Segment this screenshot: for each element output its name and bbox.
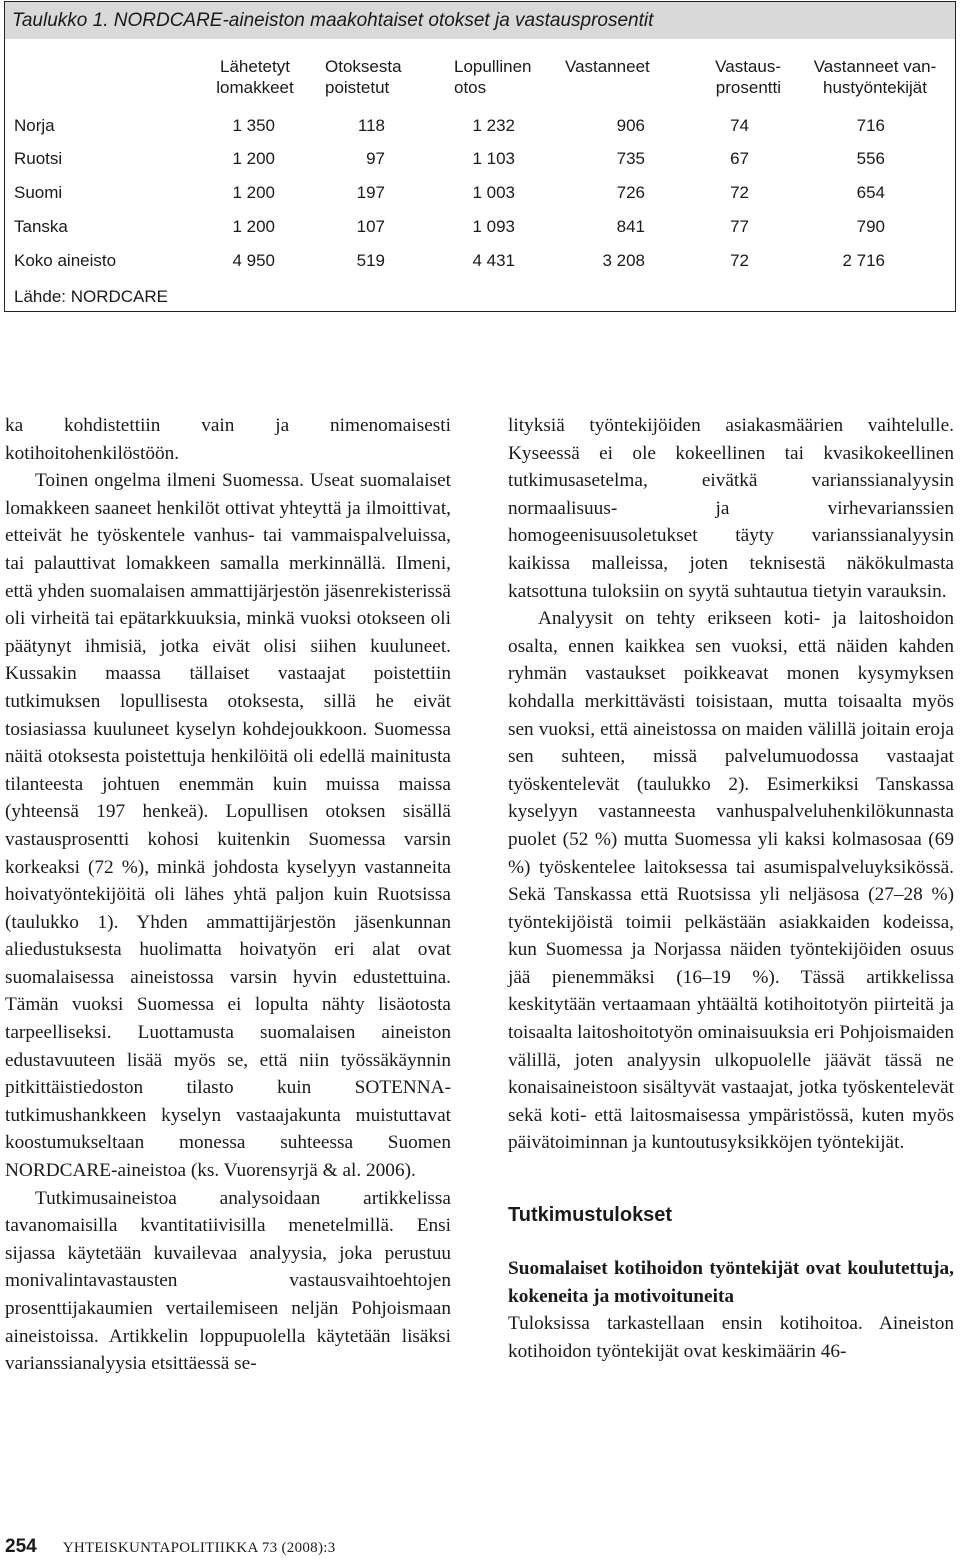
table-cell: 735 [616, 149, 645, 168]
subsection-heading: Suomalaiset kotihoidon työntekijät ovat koulutettuja, kokeneita ja motivoituneita [508, 1258, 954, 1307]
body-column-right [508, 412, 954, 1365]
table-cell: 2 716 [842, 251, 885, 270]
paragraph: ka kohdistettiin vain ja nimenomaisesti kotihoitohenkilöstöön. [5, 415, 451, 464]
table-cell: 726 [616, 183, 645, 202]
table-cell: 1 103 [472, 149, 515, 168]
row-label: Tanska [14, 217, 68, 236]
body-column-left [5, 412, 451, 1378]
table-cell: 67 [730, 149, 749, 168]
table-cell: 4 431 [472, 251, 515, 270]
table-cell: 3 208 [602, 251, 645, 270]
table-cell: 1 200 [232, 183, 275, 202]
table-caption: Taulukko 1. NORDCARE-aineiston maakohtaiset otokset ja vastausprosentit [5, 2, 955, 39]
table-cell: 906 [616, 116, 645, 135]
table-cell: 841 [616, 217, 645, 236]
table-cell: 1 350 [232, 116, 275, 135]
row-label: Koko aineisto [14, 251, 117, 270]
table-cell: 1 093 [472, 217, 515, 236]
table-cell: 1 003 [472, 183, 515, 202]
header-vastanneet: Vastanneet [565, 57, 650, 76]
paragraph: Tuloksissa tarkastellaan ensin kotihoitoa. Aineiston kotihoidon työntekijät ovat keskimäärin 46- [508, 1313, 954, 1362]
table-cell: 556 [856, 149, 885, 168]
paragraph: Analyysit on tehty erikseen koti- ja laitoshoidon osalta, ennen kaikkea sen vuoksi, että näiden kahden ryhmän vastaukset poikkeavat monen kysymyksen kohdalla merkittävästi toisistaan, mutta toisaalta myös sen vuoksi, että aineistossa on maiden välillä joitain eroja sen suhteen, missä palvelumuodossa vastaajat työskentelevät (taulukko 2). Esimerkiksi Tanskassa kyselyyn vastanneesta vanhuspalveluhenkilökunnasta puolet (52 %) mutta Suomessa yli kaksi kolmasosaa (69 %) työskentelee laitoksessa tai asumispalveluyksikössä. Sekä Tanskassa että Ruotsissa yli neljäsosa (27–28 %) työntekijöistä toimii pelkästään asiakkaiden kodeissa, kun Suomessa ja Norjassa näiden työntekijöiden osuus jää pienemmäksi (16–19 %). Tässä artikkelissa keskitytään vertaamaan yhtäältä kotihoitotyön piirteitä ja toisaalta laitoshoitotyön ominaisuuksia eri Pohjoismaiden välillä, joten analyysin ulkopuolelle jäävät tässä ne konaisaineistoon sisältyvät vastaajat, jotka työskentelevät sekä koti- että laitosmaisessa ympäristössä, kuten myös päivätoiminnan ja kuntoutusyksikköjen työntekijät. [508, 608, 954, 1154]
table-cell: 97 [366, 149, 385, 168]
table-cell: 654 [856, 183, 885, 202]
header-lopullinen-otos: Lopullinen otos [454, 57, 532, 97]
table-cell: 1 200 [232, 149, 275, 168]
table-cell: 72 [730, 183, 749, 202]
journal-name: YHTEISKUNTAPOLITIIKKA 73 (2008):3 [62, 1540, 336, 1556]
row-label: Ruotsi [14, 149, 63, 168]
paragraph: Tutkimusaineistoa analysoidaan artikkelissa tavanomaisilla kvantitatiivisilla menetelmillä. Ensi sijassa käytetään kuvailevaa analyysia, joka perustuu monivalintavastausten vastausvaihtoehtojen prosenttijakaumien vertailemiseen neljän Pohjoismaan aineistoissa. Artikkelin loppupuolella käytetään lisäksi varianssianalyysia etsittäessä se- [5, 1187, 451, 1375]
table-cell: 74 [730, 116, 749, 135]
table-cell: 77 [730, 217, 749, 236]
paragraph: lityksiä työntekijöiden asiakasmäärien vaihtelulle. Kyseessä ei ole kokeellinen tai kvasikokeellinen tutkimusasetelma, eivätkä varianssianalyysin normaalisuus- ja virhevarianssien homogeenisuusoletukset täyty varianssianalyysin kaikissa malleissa, joten teknisestä näkökulmasta katsottuna tuloksiin on syytä suhtautua tietyin varauksin. [508, 415, 954, 602]
table-cell: 118 [357, 116, 385, 135]
table-cell: 1 200 [232, 217, 275, 236]
table-cell: 790 [856, 217, 885, 236]
header-otoksesta-poistetut: Otoksesta poistetut [325, 57, 402, 97]
table-source: Lähde: NORDCARE [14, 287, 169, 306]
row-label: Norja [14, 116, 55, 135]
table-cell: 1 232 [472, 116, 515, 135]
table-cell: 197 [356, 183, 385, 202]
page-number: 254 [5, 1536, 37, 1557]
table-cell: 107 [356, 217, 385, 236]
row-label: Suomi [14, 183, 63, 202]
table-cell: 716 [856, 116, 885, 135]
section-heading: Tutkimustulokset [508, 1204, 673, 1227]
header-lahetetyt: Lähetetyt lomakkeet [216, 57, 294, 97]
table-1 [4, 1, 956, 312]
paragraph: Toinen ongelma ilmeni Suomessa. Useat suomalaiset lomakkeen saaneet henkilöt ottivat yhteyttä ja ilmoittivat, etteivät he työskentele vanhus- tai vammaispalveluissa, tai palauttivat lomakkeen samalla merkinnällä. Ilmeni, että yhden suomalaisen ammattijärjestön jäsenrekisterissä oli virheitä tai epätarkkuuksia, minkä vuoksi otokseen oli päätynyt ihmisiä, jotka eivät olisi siihen kuuluneet. Kussakin maassa tällaiset vastaajat poistettiin tutkimuksen lopullisesta otoksesta, sillä he eivät tosiasiassa kuuluneet kyselyn kohdejoukkoon. Suomessa näitä otoksesta poistettuja henkilöitä oli edellä mainitusta tilanteesta johtuen enemmän kuin muissa maissa (yhteensä 197 henkeä). Lopullisen otoksen sisällä vastausprosentti kohosi kuitenkin Suomessa varsin korkeaksi (72 %), minkä johdosta kyselyyn vastanneita hoivatyöntekijöitä oli lähes yhtä paljon kuin Ruotsissa (taulukko 1). Yhden ammattijärjestön jäsenkunnan aliedustuksesta huolimatta hoivatyön eri alat ovat suomalaisessa aineistossa varsin hyvin edustettuina. Tämän vuoksi Suomessa ei lopulta nähty lisäotosta tarpeelliseksi. Luottamusta suomalaisen aineiston edustavuuteen lisää myös se, että niin työssäkäynnin pitkittäistiedoston tilasto kuin SOTENNA-tutkimushankkeen kyselyn vastaajakunta muistuttavat koostumukseltaan monessa suhteessa Suomen NORDCARE-aineistoa (ks. Vuorensyrjä & al. 2006). [5, 470, 451, 1182]
header-vastanneet-vanhustyontekijat: Vastanneet van- hustyöntekijät [813, 57, 937, 97]
header-vastausprosentti: Vastaus- prosentti [715, 57, 781, 97]
table-cell: 4 950 [232, 251, 275, 270]
table-cell: 519 [356, 251, 385, 270]
page-footer [5, 1536, 336, 1558]
table-cell: 72 [730, 251, 749, 270]
